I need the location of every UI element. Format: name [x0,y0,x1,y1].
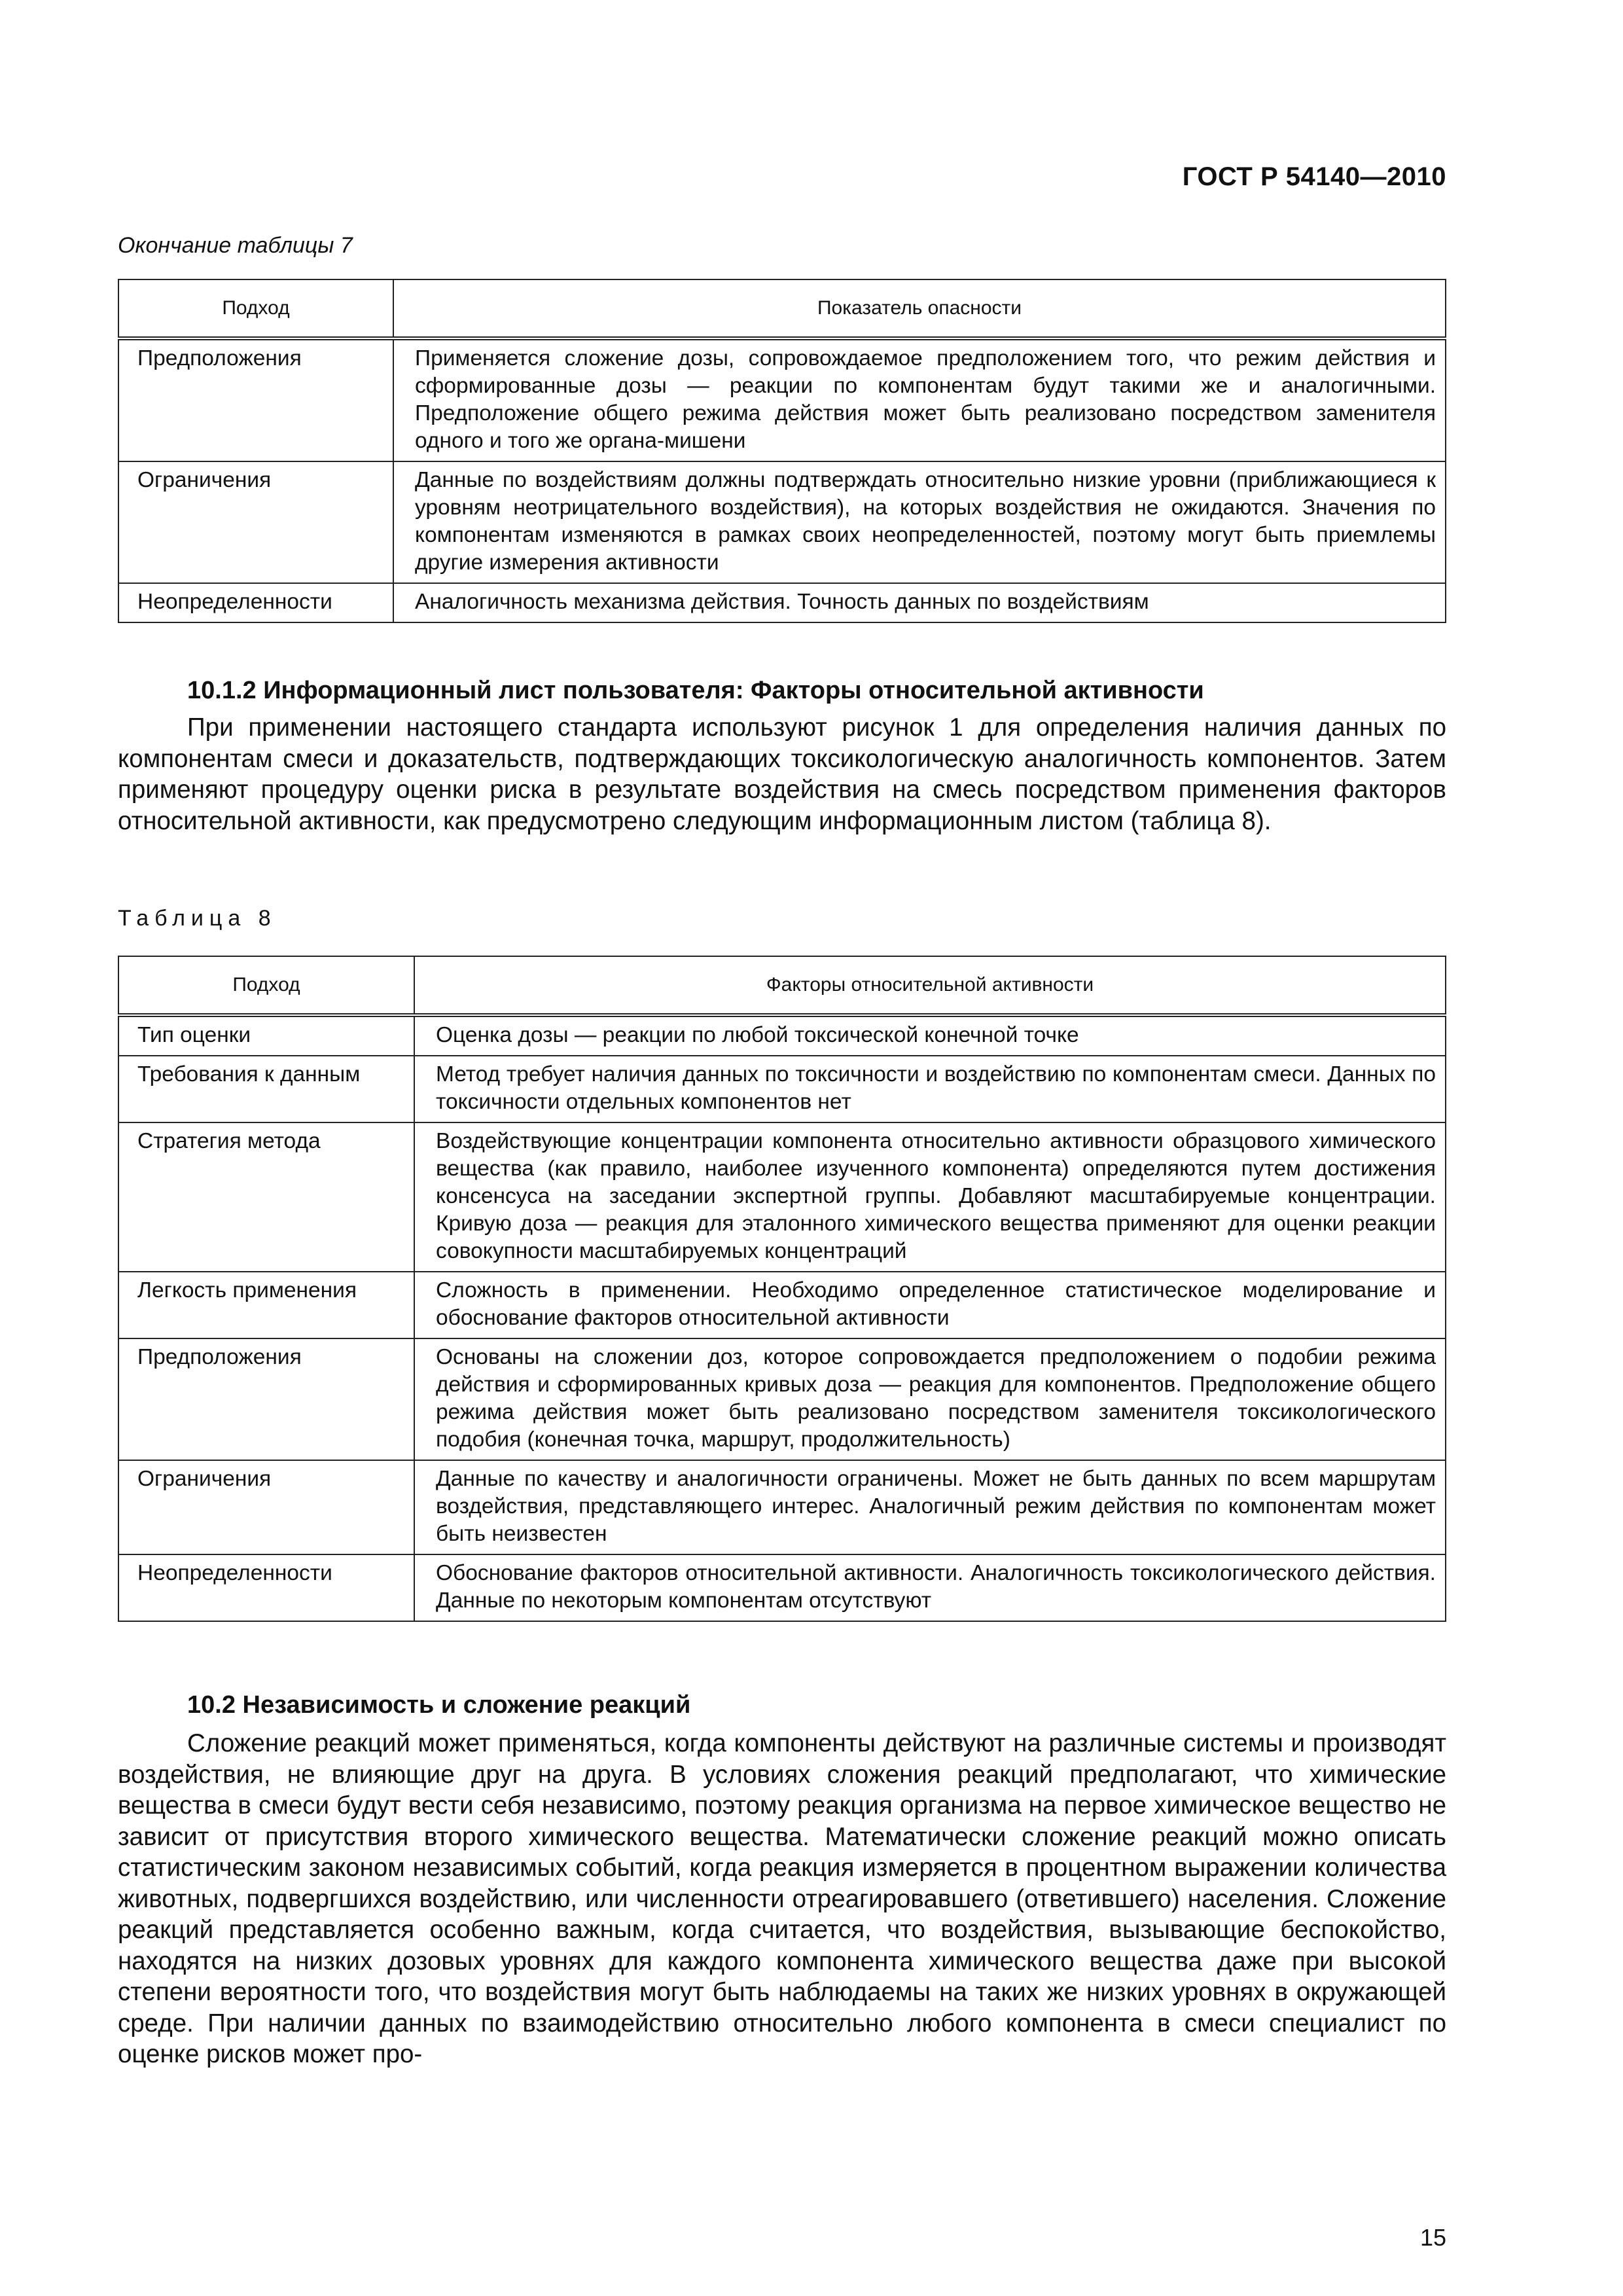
table-row [118,1272,1446,1338]
column-header-approach: Подход [118,279,393,338]
row-text: Данные по качеству и аналогичности ограничены. Может не быть данных по всем маршрутам воздействия, представляющего интерес. Аналогичный режим действия по компонентам может быть неизвестен [414,1460,1446,1554]
section-paragraph-10-2: Сложение реакций может применяться, когда компоненты действуют на различные системы и производят воздействия, не влияющие друг на друга. В условиях сложения реакций предполагают, что химические вещества в смеси будут вести себя независимо, поэтому реакция организма на первое химическое вещество не зависит от присутствия второго химического вещества. Математически сложение реакций можно описать статистическим законом независимых событий, когда реакция измеряется в процентном выражении количества животных, подвергшихся воздействию, или численности отреагировавшего (ответившего) населения. Сложение реакций представляется особенно важным, когда считается, что воздействия, вызывающие беспокойство, находятся на низких дозовых уровнях для каждого компонента химического вещества даже при высокой степени вероятности того, что воздействия могут быть наблюдаемы на таких же низких уровнях в окружающей среде. При наличии данных по взаимодействию относительно любого компонента в смеси специалист по оценке рисков может про- [118,1729,1446,2068]
row-text: Оценка дозы — реакции по любой токсической конечной точке [414,1015,1446,1056]
table-7 [118,279,1446,623]
row-text: Обоснование факторов относительной активности. Аналогичность токсикологического действия. Данные по некоторым компонентам отсутствуют [414,1554,1446,1621]
row-approach: Требования к данным [118,1056,414,1122]
column-header-approach: Подход [118,956,414,1015]
row-text: Применяется сложение дозы, сопровождаемое предположением того, что режим действия и сформированные дозы — реакции по компонентам будут такими же и аналогичными. Предположение общего режима действия может быть реализовано посредством заменителя одного и того же органа-мишени [393,338,1446,461]
table-row [118,461,1446,583]
row-approach: Предположения [118,1338,414,1460]
section-heading-10-2: 10.2 Независимость и сложение реакций [187,1691,691,1719]
page-number: 15 [1419,2224,1446,2251]
table-8 [118,956,1446,1622]
row-approach: Ограничения [118,1460,414,1554]
row-text: Сложность в применении. Необходимо определенное статистическое моделирование и обоснование факторов относительной активности [414,1272,1446,1338]
table-row [118,583,1446,622]
table8-caption: Таблица 8 [118,906,277,931]
section-paragraph-10-1-2: При применении настоящего стандарта используют рисунок 1 для определения наличия данных по компонентам смеси и доказательств, подтверждающих токсикологическую аналогичность компонентов. Затем применяют процедуру оценки риска в результате воздействия на смесь посредством применения факторов относительной активности, как предусмотрено следующим информационным листом (таблица 8). [118,713,1446,835]
row-approach: Легкость применения [118,1272,414,1338]
row-text: Данные по воздействиям должны подтверждать относительно низкие уровни (приближающиеся к уровням неотрицательного воздействия), на которых воздействия не ожидаются. Значения по компонентам изменяются в рамках своих неопределенностей, поэтому могут быть приемлемы другие измерения активности [393,461,1446,583]
row-text: Воздействующие концентрации компонента относительно активности образцового химического вещества (как правило, наиболее изученного компонента) определяются путем достижения консенсуса на заседании экспертной группы. Добавляют масштабируемые концентрации. Кривую доза — реакция для эталонного химического вещества применяют для оценки реакции совокупности масштабируемых концентраций [414,1122,1446,1272]
table7-caption: Окончание таблицы 7 [118,233,353,258]
row-approach: Ограничения [118,461,393,583]
row-approach: Неопределенности [118,583,393,622]
section-heading-10-1-2: 10.1.2 Информационный лист пользователя: Факторы относительной активности [187,677,1204,704]
row-approach: Предположения [118,338,393,461]
row-approach: Неопределенности [118,1554,414,1621]
table-row [118,1015,1446,1056]
table-row [118,1122,1446,1272]
row-text: Метод требует наличия данных по токсичности и воздействию по компонентам смеси. Данных по токсичности отдельных компонентов нет [414,1056,1446,1122]
column-header-relative-potency: Факторы относительной активности [414,956,1446,1015]
row-approach: Тип оценки [118,1015,414,1056]
table-row [118,1460,1446,1554]
column-header-hazard-index: Показатель опасности [393,279,1446,338]
row-text: Аналогичность механизма действия. Точность данных по воздействиям [393,583,1446,622]
table-row [118,1056,1446,1122]
row-text: Основаны на сложении доз, которое сопровождается предположением о подобии режима действия и сформированных кривых доза — реакция для компонентов. Предположение общего режима действия может быть реализовано посредством заменителя токсикологического подобия (конечная точка, маршрут, продолжительность) [414,1338,1446,1460]
table-header-row [118,279,1446,338]
standard-code: ГОСТ Р 54140—2010 [1182,162,1446,191]
table-header-row [118,956,1446,1015]
table-row [118,1554,1446,1621]
table-row [118,338,1446,461]
row-approach: Стратегия метода [118,1122,414,1272]
table-row [118,1338,1446,1460]
